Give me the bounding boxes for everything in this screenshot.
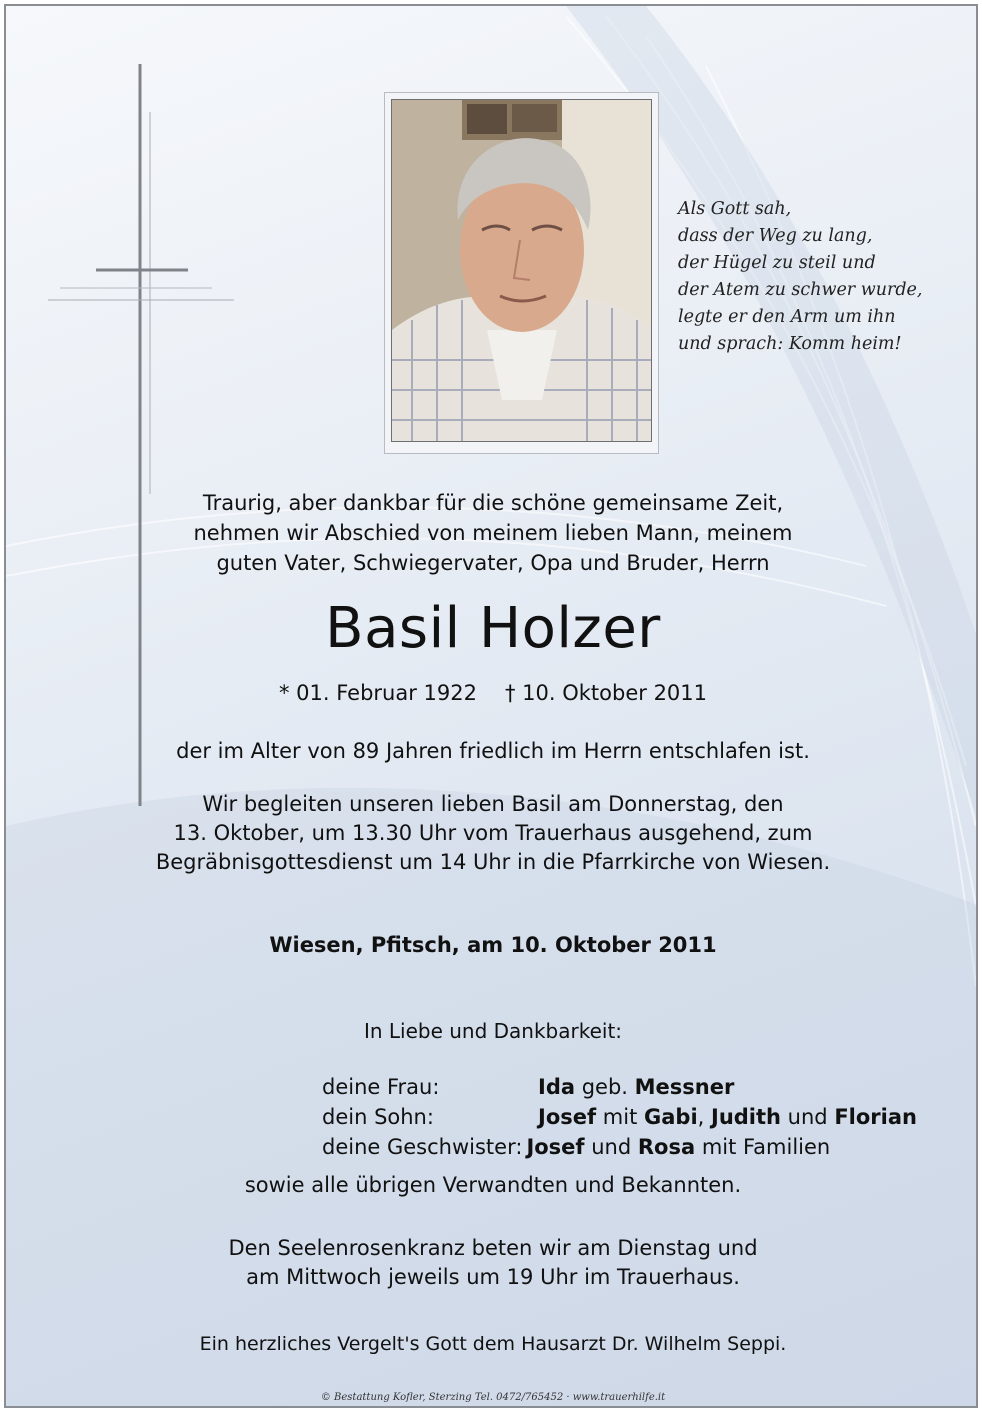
mourners-list [322,1072,917,1162]
mourner-label: deine Geschwister: [322,1135,523,1159]
mourner-label: dein Sohn: [322,1105,434,1129]
in-love-heading: In Liebe und Dankbarkeit: [363,1019,623,1043]
mourner-text: geb. [575,1075,635,1099]
funeral-details [6,790,978,877]
life-dates [6,678,978,708]
mourner-text: und [584,1135,638,1159]
poem-line: Als Gott sah, [678,199,792,219]
poem-line: legte er den Arm um ihn [678,307,896,327]
age-line: der im Alter von 89 Jahren friedlich im Herrn entschlafen ist. [176,739,810,763]
mourner-text: , [697,1105,712,1129]
place-date: Wiesen, Pfitsch, am 10. Oktober 2011 [269,933,717,957]
mourner-row-wife [322,1072,917,1102]
mourner-name: Rosa [637,1135,696,1159]
mourner-name: Judith [711,1105,781,1129]
rosary-line: am Mittwoch jeweils um 19 Uhr im Trauerhaus. [246,1265,740,1289]
mourner-text: mit Familien [695,1135,831,1159]
mourner-name: Messner [634,1075,735,1099]
mourner-name: Florian [834,1105,917,1129]
intro-line: nehmen wir Abschied von meinem lieben Mann, meinem [193,521,793,545]
poem-line: und sprach: Komm heim! [678,334,902,354]
rosary-text [6,1234,978,1292]
mourner-name: Josef [526,1135,585,1159]
portrait-photo [391,99,652,442]
poem-line: der Hügel zu steil und [678,253,876,273]
mourner-row-son [322,1102,917,1132]
rosary-line: Den Seelenrosenkranz beten wir am Dienstag und [228,1236,758,1260]
mourner-row-siblings [322,1132,917,1162]
funeral-line: Wir begleiten unseren lieben Basil am Donnerstag, den [202,792,784,816]
mourner-label: deine Frau: [322,1075,440,1099]
poem-line: der Atem zu schwer wurde, [678,280,923,300]
deceased-name: Basil Holzer [325,596,661,661]
mourner-name: Ida [538,1075,576,1099]
footer-imprint: © Bestattung Kofler, Sterzing Tel. 0472/765452 · www.trauerhilfe.it [320,1392,666,1403]
funeral-line: Begräbnisgottesdienst um 14 Uhr in die Pfarrkirche von Wiesen. [155,850,831,874]
mourner-text: mit [596,1105,645,1129]
mourner-text: und [781,1105,835,1129]
poem [678,196,978,358]
portrait-frame [384,92,659,454]
intro-line: guten Vater, Schwiegervater, Opa und Bruder, Herrn [216,551,770,575]
others-line: sowie alle übrigen Verwandten und Bekannten. [244,1173,742,1197]
obituary-card [4,4,978,1408]
poem-line: dass der Weg zu lang, [678,226,873,246]
mourner-name: Josef [538,1105,597,1129]
death-date: † 10. Oktober 2011 [504,681,708,705]
funeral-line: 13. Oktober, um 13.30 Uhr vom Trauerhaus ausgehend, zum [173,821,813,845]
birth-date: * 01. Februar 1922 [278,681,477,705]
thanks-line: Ein herzliches Vergelt's Gott dem Hausarzt Dr. Wilhelm Seppi. [199,1333,787,1355]
intro-text [6,488,978,578]
intro-line: Traurig, aber dankbar für die schöne gemeinsame Zeit, [202,491,784,515]
mourner-name: Gabi [644,1105,698,1129]
